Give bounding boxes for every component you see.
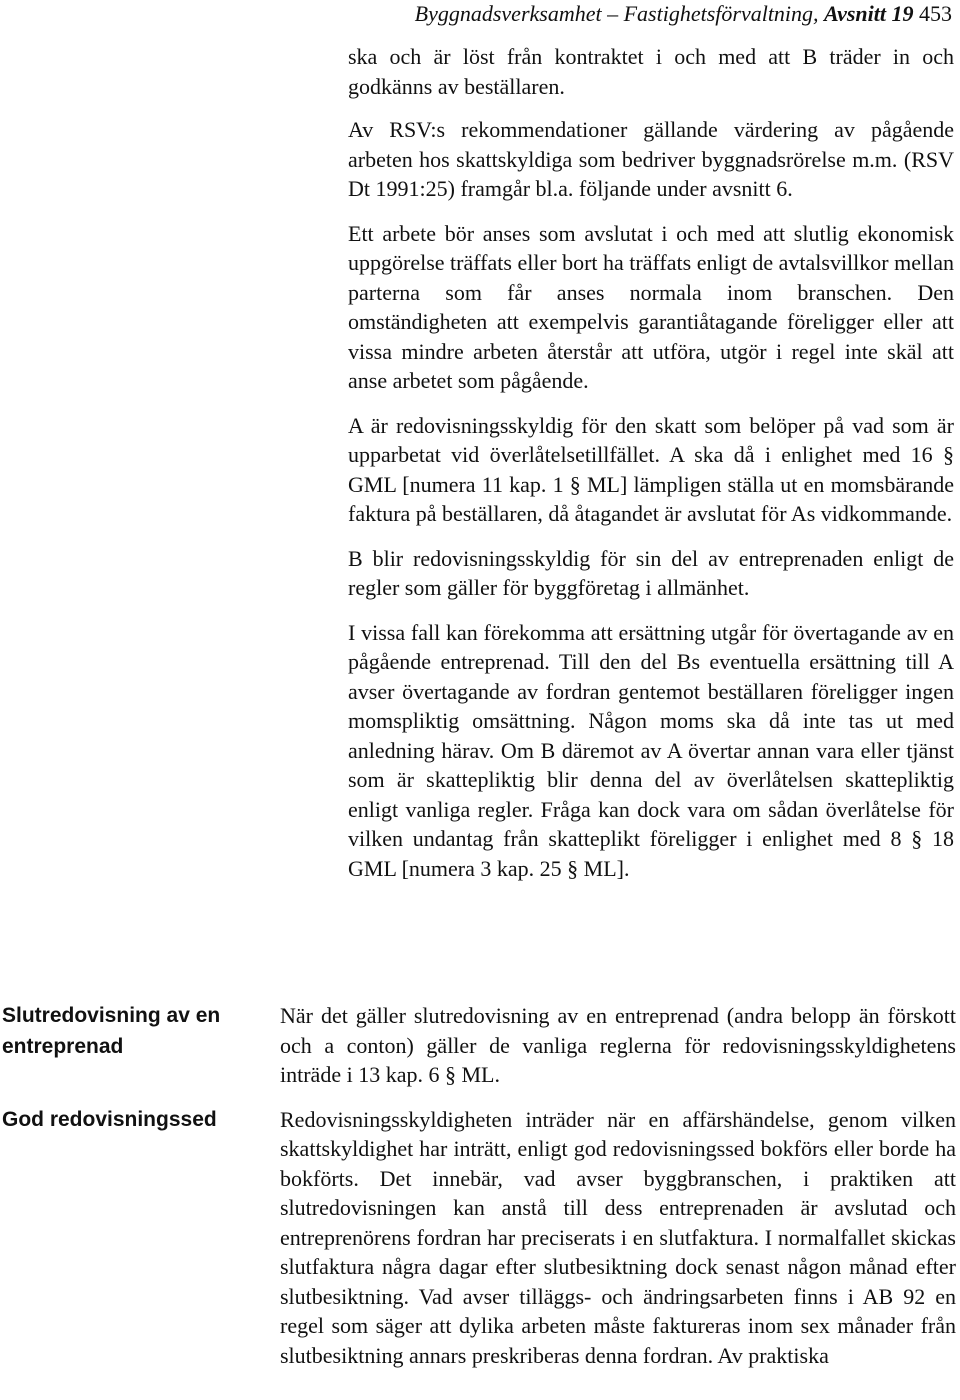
page-number: 453 <box>919 1 952 26</box>
paragraph: I vissa fall kan förekomma att ersättning utgår för övertagande av en pågående entreprenad. Till den del Bs eventuella ersättning till A avser övertagande av fordran gentemot beställaren föreligger ingen momspliktig omsättning. Någon moms ska då inte tas ut med anledning härav. Om B däremot av A övertar annan vara eller tjänst som är skattepliktig blir denna del av överlåtelsen skattepliktig enligt vanliga regler. Fråga kan dock vara om sådan överlåtelse för vilken undantag från skatteplikt föreligger i enlighet med 8 § 18 GML [numera 3 kap. 25 § ML]. <box>348 619 954 881</box>
margin-heading-good-accounting: God redovisningssed <box>2 1108 217 1131</box>
paragraph: När det gäller slutredovisning av en entreprenad (andra belopp än förskott och a conton) gäller de vanliga reglerna för redovisningsskyldighetens inträde i 13 kap. 6 § ML. <box>280 1003 956 1087</box>
paragraph: Ett arbete bör anses som avslutat i och med att slutlig ekonomisk uppgörelse träffats eller bort ha träffats enligt de avtalsvillkor mellan parterna som får anses normala inom branschen. Den omständigheten att exempelvis garantiåtagande föreligger eller att vissa mindre arbeten återstår att utföra, utgör i regel inte skäl att anse arbetet som pågående. <box>348 220 954 393</box>
paragraph: Redovisningsskyldigheten inträder när en affärshändelse, genom vilken skattskyldighet har inträtt, enligt god redovisningssed bokförs eller borde ha bokförts. Det innebär, vad avser byggbranschen, i praktiken att slutredovisningen kan anstå till dess entreprenaden är avslutad och entreprenörens fordran har preciserats i en slutfaktura. I normalfallet skickas slutfaktura några dagar efter slutbesiktning dock senast någon månad efter slutbesiktning. Vad avser tilläggs- och ändringsarbeten finns i AB 92 en regel som säger att dylika arbeten måste faktureras inom sex månader från slutbesiktning annars preskriberas denna fordran. Av praktiska <box>280 1106 956 1368</box>
paragraph: ska och är löst från kontraktet i och med att B träder in och godkänns av beställaren. <box>348 44 954 99</box>
running-header <box>415 0 952 28</box>
indented-text-block <box>348 42 954 898</box>
paragraph: A är redovisningsskyldig för den skatt som belöper på vad som är upparbetat vid överlåtelsetillfället. A ska då i enlighet med 16 § GML [numera 11 kap. 1 § ML] lämpligen ställa ut en momsbärande faktura på beställaren, då åtagandet är avslutat för As vidkommande. <box>348 412 954 526</box>
paragraph: Av RSV:s rekommendationer gällande värdering av pågående arbeten hos skattskyldiga som bedriver byggnadsrörelse m.m. (RSV Dt 1991:25) framgår bl.a. följande under avsnitt 6. <box>348 117 954 201</box>
main-text-block <box>280 1001 956 1385</box>
section-label: Avsnitt 19 <box>824 1 914 26</box>
running-title: Byggnadsverksamhet – Fastighetsförvaltning, <box>414 1 819 26</box>
margin-heading-final-accounting: Slutredovisning av en entreprenad <box>2 1004 221 1058</box>
paragraph: B blir redovisningsskyldig för sin del av entreprenaden enligt de regler som gäller för byggföretag i allmänhet. <box>348 545 954 600</box>
